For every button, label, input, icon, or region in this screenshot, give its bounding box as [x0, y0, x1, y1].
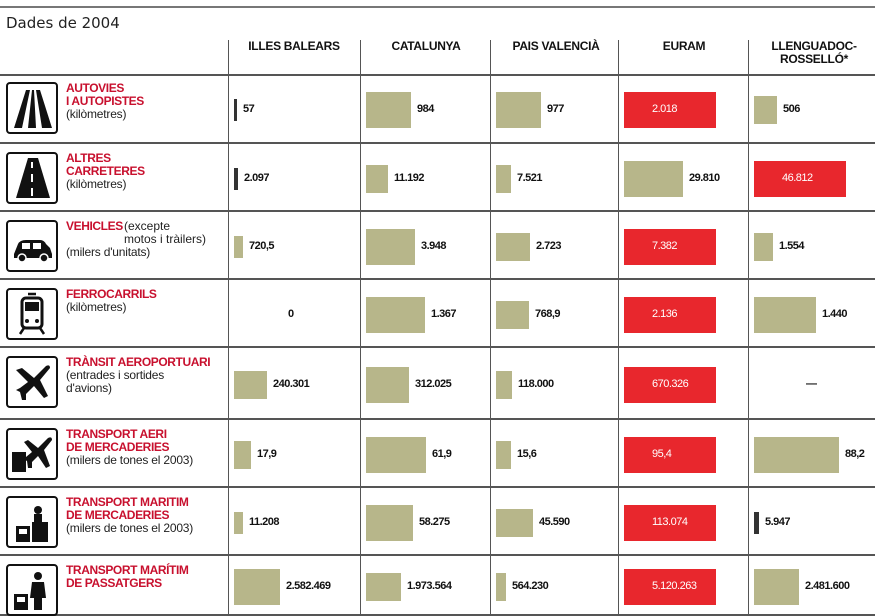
data-label: 240.301: [273, 378, 310, 390]
road-icon: [6, 152, 58, 204]
data-label: 1.554: [779, 240, 805, 252]
data-label: 46.812: [782, 172, 813, 184]
data-label: 45.590: [539, 516, 570, 528]
row-label: [66, 428, 226, 467]
data-label: 17,9: [257, 448, 277, 460]
data-label: 506: [783, 103, 800, 115]
row-separator: [0, 74, 875, 76]
value-bar: [496, 441, 511, 469]
air-cargo-icon: [6, 428, 58, 480]
data-label: —: [806, 378, 817, 390]
row-label: [66, 82, 226, 121]
data-label: 118.000: [518, 378, 554, 390]
data-label: 7.382: [652, 240, 678, 252]
row-label: [66, 288, 226, 314]
row-title: TRANSPORT AERI DE MERCADERIES: [66, 427, 170, 454]
column-divider: [618, 40, 619, 616]
row-label: [66, 496, 226, 535]
value-bar: [366, 165, 388, 193]
value-bar: [234, 371, 267, 399]
data-label: 1.440: [822, 308, 848, 320]
value-bar: [496, 233, 530, 261]
data-label: 15,6: [517, 448, 537, 460]
value-bar: [496, 509, 533, 537]
column-header: EURAM: [662, 39, 706, 53]
value-bar: [234, 512, 243, 534]
sea-cargo-icon: [6, 496, 58, 548]
value-bar: [234, 441, 251, 469]
value-bar: [366, 573, 401, 601]
column-header: LLENGUADOC- ROSSELLÓ*: [771, 39, 857, 66]
row-title: TRANSPORT MARÍTIM DE PASSATGERS: [66, 563, 189, 590]
data-label: 720,5: [249, 240, 275, 252]
data-label: 2.136: [652, 308, 678, 320]
data-label: 5.947: [765, 516, 791, 528]
value-bar: [754, 96, 777, 124]
data-label: 2.582.469: [286, 580, 331, 592]
row-title: TRANSPORT MARITIM DE MERCADERIES: [66, 495, 189, 522]
row-separator: [0, 278, 875, 280]
data-label: 768,9: [535, 308, 561, 320]
data-label: 11.208: [249, 516, 280, 528]
value-bar: [366, 505, 413, 541]
data-label: 2.097: [244, 172, 270, 184]
row-title: AUTOVIES I AUTOPISTES: [66, 81, 144, 108]
airplane-icon: [6, 356, 58, 408]
data-label: 2.723: [536, 240, 562, 252]
data-label: 61,9: [432, 448, 452, 460]
data-label: 7.521: [517, 172, 543, 184]
top-rule: [0, 6, 875, 8]
row-separator: [0, 554, 875, 556]
column-header: CATALUNYA: [391, 39, 461, 53]
value-bar: [496, 371, 512, 399]
value-bar: [496, 92, 541, 128]
data-label: 57: [243, 103, 255, 115]
value-bar: [234, 99, 237, 121]
data-label: 5.120.263: [652, 580, 697, 592]
data-label: 564.230: [512, 580, 549, 592]
row-title-extra: (excepte motos i tràilers): [124, 219, 207, 246]
passenger-ship-icon: [6, 564, 58, 616]
chart-subtitle: Dades de 2004: [6, 14, 120, 32]
data-label: 3.948: [421, 240, 447, 252]
data-label: 1.973.564: [407, 580, 452, 592]
column-divider: [228, 40, 229, 616]
row-separator: [0, 418, 875, 420]
row-label: [66, 220, 226, 259]
data-label: 1.367: [431, 308, 457, 320]
row-separator: [0, 142, 875, 144]
column-header: PAIS VALENCIÀ: [512, 39, 600, 53]
value-bar: [366, 229, 415, 265]
value-bar: [754, 512, 759, 534]
data-label: 977: [547, 103, 564, 115]
data-label: 113.074: [652, 516, 688, 528]
data-label: 95,4: [652, 448, 672, 460]
row-label: [66, 152, 226, 191]
row-separator: [0, 210, 875, 212]
data-label: 670.326: [652, 378, 689, 390]
value-bar: [496, 165, 511, 193]
value-bar: [234, 569, 280, 605]
car-icon: [6, 220, 58, 272]
data-label: 88,2: [845, 448, 865, 460]
row-label: [66, 356, 226, 395]
highway-icon: [6, 82, 58, 134]
row-label: [66, 564, 226, 590]
row-subtitle: (milers d'unitats): [66, 245, 151, 259]
column-divider: [360, 40, 361, 616]
value-bar: [366, 367, 409, 403]
data-label: 2.018: [652, 103, 678, 115]
row-subtitle: (kilòmetres): [66, 107, 127, 121]
row-title: VEHICLES: [66, 219, 123, 233]
row-subtitle: (milers de tones el 2003): [66, 453, 194, 467]
row-separator: [0, 486, 875, 488]
data-label: 11.192: [394, 172, 425, 184]
data-label: 2.481.600: [805, 580, 850, 592]
value-bar: [754, 437, 839, 473]
data-label: 312.025: [415, 378, 452, 390]
data-label: 0: [288, 308, 294, 320]
row-subtitle: (kilòmetres): [66, 177, 127, 191]
row-subtitle: (kilòmetres): [66, 300, 127, 314]
value-bar: [754, 233, 773, 261]
data-label: 58.275: [419, 516, 450, 528]
row-title: TRÀNSIT AEROPORTUARI: [66, 355, 211, 369]
value-bar: [496, 573, 506, 601]
value-bar: [624, 161, 683, 197]
data-label: 984: [417, 103, 434, 115]
row-subtitle: (entrades i sortides d'avions): [66, 368, 165, 395]
value-bar: [366, 92, 411, 128]
value-bar: [366, 297, 425, 333]
train-icon: [6, 288, 58, 340]
column-header: ILLES BALEARS: [248, 39, 340, 53]
row-subtitle: (milers de tones el 2003): [66, 521, 194, 535]
row-separator: [0, 346, 875, 348]
column-divider: [748, 40, 749, 616]
column-divider: [490, 40, 491, 616]
row-title: FERROCARRILS: [66, 287, 157, 301]
value-bar: [496, 301, 529, 329]
row-title: ALTRES CARRETERES: [66, 151, 145, 178]
value-bar: [366, 437, 426, 473]
value-bar: [754, 297, 816, 333]
value-bar: [234, 168, 238, 190]
data-label: 29.810: [689, 172, 720, 184]
value-bar: [754, 569, 799, 605]
value-bar: [234, 236, 243, 258]
